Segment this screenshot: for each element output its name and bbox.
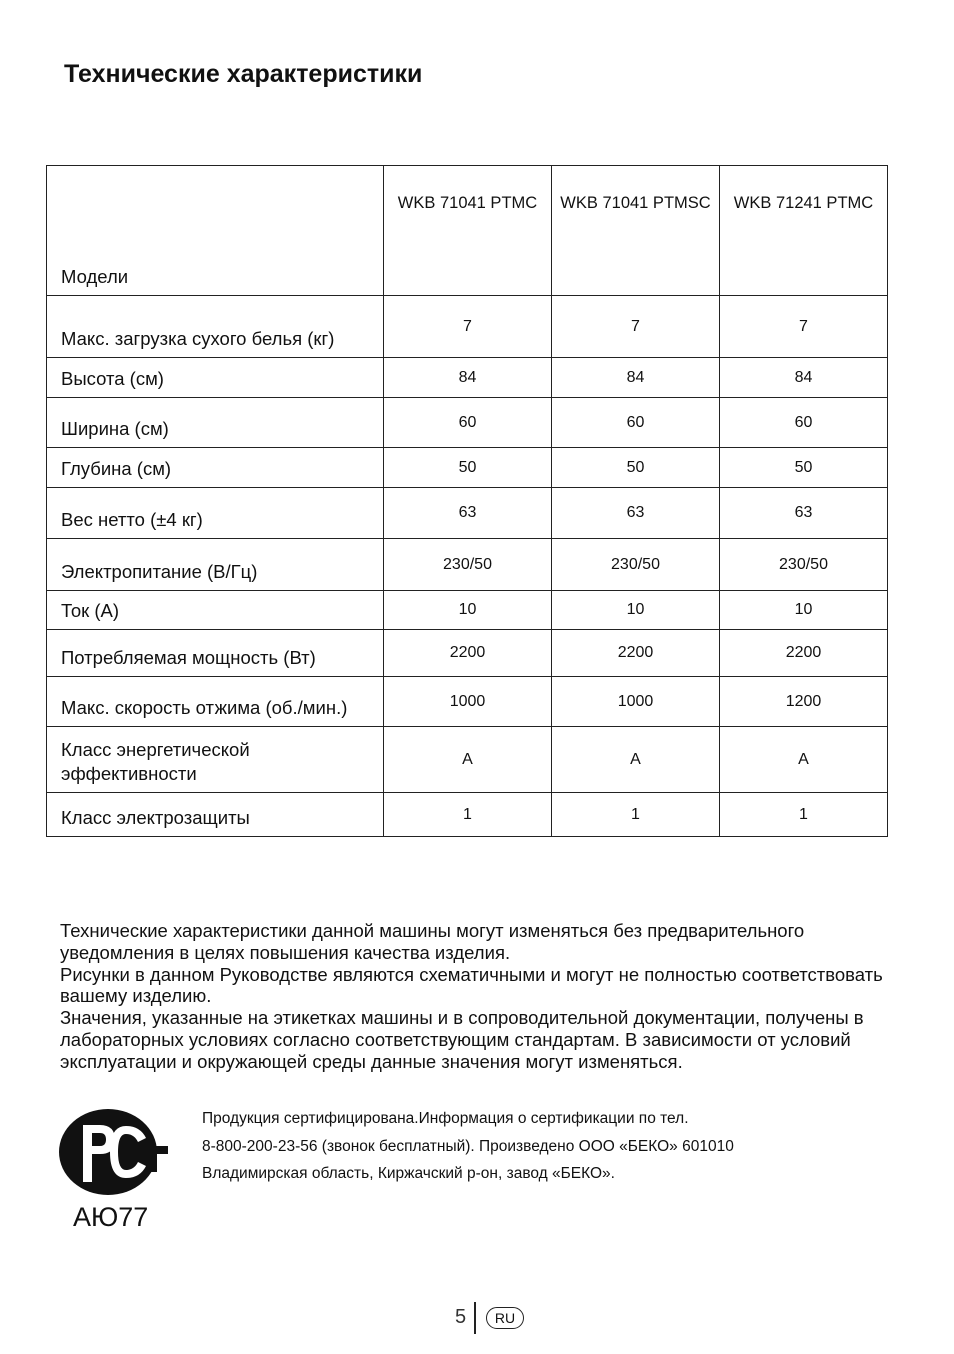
note-paragraph: Значения, указанные на этикетках машины и в сопроводительной документации, получены в лабораторных условиях согласно соответствующим стандартам. В зависимости от условий эксплуатации и окружающей среды данные значения могут изменяться. [60, 1007, 864, 1072]
table-row [47, 591, 888, 630]
row-value: 84 [552, 358, 720, 398]
row-label: Ширина (см) [47, 398, 384, 448]
page-number-divider [474, 1302, 476, 1334]
row-label: Высота (см) [47, 358, 384, 398]
note-paragraph: Технические характеристики данной машины могут изменяться без предварительного уведомления в целях повышения качества изделия. [60, 920, 805, 963]
table-row [47, 448, 888, 488]
notes-block [60, 920, 890, 1073]
row-value: 84 [720, 358, 888, 398]
header-label: Модели [47, 166, 384, 296]
row-value: 1000 [384, 677, 552, 727]
row-value: 1000 [552, 677, 720, 727]
row-value: 2200 [552, 630, 720, 677]
row-value: 60 [720, 398, 888, 448]
model-name: WKB 71041 PTMC [384, 166, 552, 296]
row-value: 1 [384, 793, 552, 837]
certification-code: АЮ77 [73, 1202, 149, 1232]
row-value: 10 [384, 591, 552, 630]
table-row [47, 677, 888, 727]
pct-certification-mark-icon [58, 1108, 170, 1196]
row-label: Вес нетто (±4 кг) [47, 488, 384, 539]
row-value: 50 [552, 448, 720, 488]
row-value: 7 [720, 296, 888, 358]
model-name: WKB 71241 PTMC [720, 166, 888, 296]
language-badge: RU [486, 1307, 524, 1329]
row-value: 63 [720, 488, 888, 539]
certification-text [202, 1105, 882, 1188]
table-row [47, 727, 888, 793]
row-value: 50 [720, 448, 888, 488]
row-value: 230/50 [720, 539, 888, 591]
table-row [47, 630, 888, 677]
note-paragraph: Рисунки в данном Руководстве являются схематичными и могут не полностью соответствовать вашему изделию. [60, 963, 883, 1007]
row-label: Макс. скорость отжима (об./мин.) [47, 677, 384, 727]
row-value: A [384, 727, 552, 793]
row-value: 2200 [384, 630, 552, 677]
row-value: 230/50 [552, 539, 720, 591]
row-value: 10 [552, 591, 720, 630]
model-name: WKB 71041 PTMSC [552, 166, 720, 296]
table-header-row [47, 166, 888, 296]
row-value: 7 [552, 296, 720, 358]
cert-line: Владимирская область, Киржачский р-он, завод «БЕКО». [202, 1165, 615, 1182]
table-row [47, 358, 888, 398]
row-label: Макс. загрузка сухого белья (кг) [47, 296, 384, 358]
cert-line: Продукция сертифицирована.Информация о сертификации по тел. [202, 1110, 689, 1127]
table-row [47, 296, 888, 358]
cert-line: 8-800-200-23-56 (звонок бесплатный). Произведено ООО «БЕКО» 601010 [202, 1137, 734, 1155]
page-title: Технические характеристики [64, 60, 423, 88]
row-value: 1200 [720, 677, 888, 727]
row-value: A [720, 727, 888, 793]
row-value: 60 [552, 398, 720, 448]
row-value: 50 [384, 448, 552, 488]
table-row [47, 539, 888, 591]
row-value: 2200 [720, 630, 888, 677]
row-label: Электропитание (В/Гц) [47, 539, 384, 591]
row-label: Глубина (см) [47, 448, 384, 488]
row-label: Потребляемая мощность (Вт) [47, 630, 384, 677]
table-row [47, 398, 888, 448]
row-value: 1 [720, 793, 888, 837]
row-value: 84 [384, 358, 552, 398]
row-value: 63 [552, 488, 720, 539]
row-value: A [552, 727, 720, 793]
row-label: Класс электрозащиты [47, 793, 384, 837]
page-number: 5 [455, 1306, 467, 1328]
row-value: 230/50 [384, 539, 552, 591]
table-row [47, 488, 888, 539]
row-value: 60 [384, 398, 552, 448]
table-row [47, 793, 888, 837]
row-value: 10 [720, 591, 888, 630]
row-label: Класс энергетической эффективности [47, 727, 384, 793]
row-value: 63 [384, 488, 552, 539]
row-value: 7 [384, 296, 552, 358]
row-value: 1 [552, 793, 720, 837]
spec-table [46, 165, 888, 837]
row-label: Ток (A) [47, 591, 384, 630]
